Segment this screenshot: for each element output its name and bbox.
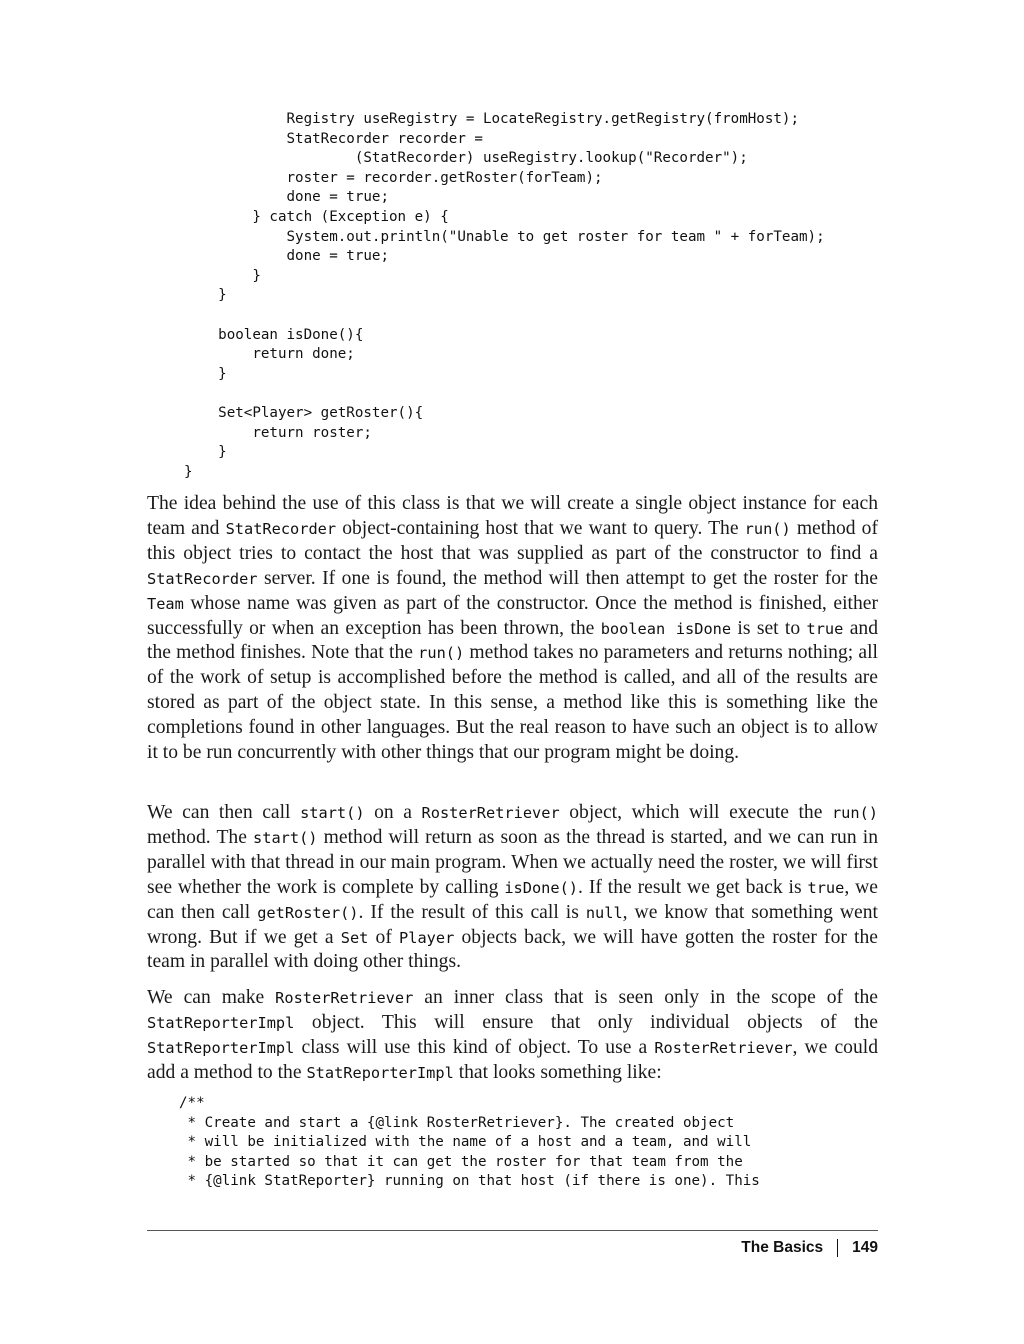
- code-line: }: [184, 463, 193, 480]
- prose-text: objects back, we will have gotten the roster for the team in parallel with doing other things.: [147, 926, 878, 973]
- prose-text: method takes no parameters and returns nothing; all of the work of setup is accomplished before the method is called, and all of the results are stored as part of the object state. In this sense, a method like this is something like the completions found in other languages. But the real reason to have such an object is to allow it to be run concurrently with other things that our program might be doing.: [147, 642, 878, 764]
- prose-text: that looks something like:: [453, 1061, 662, 1083]
- code-line: } catch (Exception e) {: [184, 208, 449, 225]
- paragraph-inner-class: [147, 986, 878, 1086]
- inline-code: getRoster(): [257, 903, 359, 922]
- footer-section-title: The Basics: [741, 1239, 824, 1256]
- prose-text: . If the result we get back is: [578, 876, 808, 898]
- code-line: /**: [179, 1095, 205, 1111]
- prose-text: We can make: [147, 987, 276, 1008]
- code-line: done = true;: [184, 189, 389, 206]
- code-line: [184, 384, 825, 404]
- prose-text: on a: [364, 802, 422, 823]
- inline-code: StatRecorder: [225, 519, 337, 538]
- code-line: }: [184, 287, 227, 304]
- page-footer: [741, 1239, 878, 1257]
- code-line: }: [184, 444, 227, 461]
- code-line: [184, 306, 825, 326]
- code-line: done = true;: [184, 248, 389, 265]
- inline-code: true: [806, 619, 844, 638]
- prose-text: class will use this kind of object. To use a: [294, 1036, 655, 1058]
- inline-code: StatReporterImpl: [147, 1013, 295, 1032]
- inline-code: boolean isDone: [600, 619, 732, 638]
- footer-rule: [147, 1230, 878, 1231]
- prose-text: , we can then call: [147, 876, 878, 923]
- prose-text: and the method finishes. Note that the: [147, 617, 878, 664]
- code-line: StatRecorder recorder =: [184, 130, 483, 147]
- code-line: boolean isDone(){: [184, 326, 364, 343]
- prose-text: We can then call: [147, 802, 301, 823]
- inline-code: run(): [744, 519, 791, 538]
- paragraph-roster-retriever-idea: [147, 492, 878, 766]
- prose-text: is set to: [731, 617, 807, 639]
- code-line: }: [184, 365, 227, 382]
- code-line: Registry useRegistry = LocateRegistry.getRegistry(fromHost);: [184, 111, 799, 127]
- prose-text: method. The: [147, 826, 254, 848]
- inline-code: run(): [831, 804, 879, 822]
- code-line: return roster;: [184, 424, 372, 441]
- inline-code: start(): [253, 828, 318, 847]
- inline-code: StatReporterImpl: [306, 1063, 454, 1082]
- prose-text: server. If one is found, the method will then attempt to get the roster for the: [257, 567, 878, 589]
- code-line: * will be initialized with the name of a host and a team, and will: [179, 1134, 752, 1151]
- footer-separator: [837, 1239, 838, 1257]
- prose-text: object, which will execute the: [559, 802, 832, 823]
- inline-code: RosterRetriever: [275, 989, 414, 1007]
- page-number: 149: [852, 1239, 878, 1256]
- inline-code: run(): [418, 644, 465, 663]
- inline-code: null: [585, 903, 623, 922]
- prose-text: of: [368, 926, 400, 948]
- code-line: }: [184, 267, 261, 284]
- prose-text: , we could add a method to the: [147, 1036, 878, 1083]
- code-line: * be started so that it can get the roster for that team from the: [179, 1153, 743, 1170]
- prose-text: . If the result of this call is: [358, 901, 586, 923]
- inline-code: true: [807, 878, 845, 897]
- inline-code: isDone(): [504, 878, 579, 897]
- code-line: roster = recorder.getRoster(forTeam);: [184, 169, 603, 186]
- prose-text: method will return as soon as the thread is started, and we can run in parallel with that thread in our main program. When we actually need the roster, we will first see whether the work is complete by calling: [147, 826, 878, 898]
- prose-text: whose name was given as part of the constructor. Once the method is finished, either successfully or when an exception has been thrown, the: [147, 592, 878, 639]
- code-listing-top: [184, 110, 825, 482]
- code-line: * {@link StatReporter} running on that host (if there is one). This: [179, 1173, 760, 1190]
- inline-code: RosterRetriever: [421, 804, 560, 822]
- prose-text: method of this object tries to contact the host that was supplied as part of the constructor to find a: [147, 517, 879, 564]
- code-line: System.out.println("Unable to get roster for team " + forTeam);: [184, 228, 825, 245]
- inline-code: Team: [147, 594, 184, 613]
- inline-code: Player: [399, 928, 455, 947]
- inline-code: StatRecorder: [147, 569, 258, 588]
- code-listing-bottom: [179, 1094, 760, 1192]
- code-line: Set<Player> getRoster(){: [184, 404, 424, 421]
- inline-code: StatReporterImpl: [147, 1038, 295, 1057]
- prose-text: The idea behind the use of this class is that we will create a single object instance for each team and: [147, 493, 878, 539]
- paragraph-start-and-isdone: [147, 801, 878, 975]
- prose-text: object-containing host that we want to query. The: [336, 517, 745, 539]
- prose-text: an inner class that is seen only in the scope of the: [413, 987, 878, 1008]
- code-line: (StatRecorder) useRegistry.lookup("Recorder");: [184, 150, 748, 167]
- prose-text: object. This will ensure that only individual objects of the: [294, 1011, 878, 1033]
- inline-code: Set: [340, 928, 369, 947]
- prose-text: , we know that something went wrong. But if we get a: [147, 901, 878, 948]
- code-line: * Create and start a {@link RosterRetriever}. The created object: [179, 1114, 735, 1131]
- code-line: return done;: [184, 346, 355, 363]
- inline-code: RosterRetriever: [654, 1038, 793, 1057]
- inline-code: start(): [300, 804, 365, 822]
